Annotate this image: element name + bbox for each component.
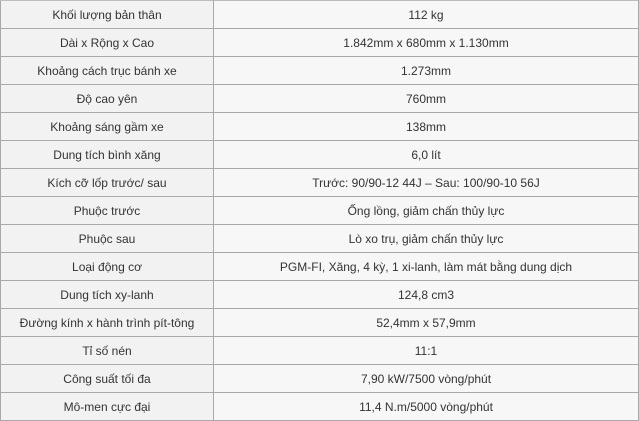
spec-label: Khoảng cách trục bánh xe xyxy=(1,57,214,85)
spec-value: 1.273mm xyxy=(214,57,639,85)
spec-value: 112 kg xyxy=(214,1,639,29)
table-row xyxy=(1,197,639,225)
spec-label: Kích cỡ lốp trước/ sau xyxy=(1,169,214,197)
table-row xyxy=(1,253,639,281)
table-row xyxy=(1,281,639,309)
table-row xyxy=(1,393,639,421)
spec-label: Khối lượng bản thân xyxy=(1,1,214,29)
spec-label: Mô-men cực đại xyxy=(1,393,214,421)
table-row xyxy=(1,141,639,169)
spec-value: Ống lồng, giảm chấn thủy lực xyxy=(214,197,639,225)
spec-value: 11,4 N.m/5000 vòng/phút xyxy=(214,393,639,421)
table-row xyxy=(1,337,639,365)
table-row xyxy=(1,85,639,113)
spec-value: 11:1 xyxy=(214,337,639,365)
table-row xyxy=(1,113,639,141)
spec-value: 52,4mm x 57,9mm xyxy=(214,309,639,337)
spec-value: 124,8 cm3 xyxy=(214,281,639,309)
spec-label: Khoảng sáng gầm xe xyxy=(1,113,214,141)
spec-value: Lò xo trụ, giảm chấn thủy lực xyxy=(214,225,639,253)
spec-label: Dài x Rộng x Cao xyxy=(1,29,214,57)
table-row xyxy=(1,57,639,85)
table-row xyxy=(1,365,639,393)
spec-value: 760mm xyxy=(214,85,639,113)
spec-value: 138mm xyxy=(214,113,639,141)
spec-value: 1.842mm x 680mm x 1.130mm xyxy=(214,29,639,57)
spec-value: 6,0 lít xyxy=(214,141,639,169)
spec-value: Trước: 90/90-12 44J – Sau: 100/90-10 56J xyxy=(214,169,639,197)
spec-label: Dung tích xy-lanh xyxy=(1,281,214,309)
spec-label: Đường kính x hành trình pít-tông xyxy=(1,309,214,337)
table-row xyxy=(1,169,639,197)
spec-label: Độ cao yên xyxy=(1,85,214,113)
table-row xyxy=(1,309,639,337)
spec-label: Loại động cơ xyxy=(1,253,214,281)
spec-label: Dung tích bình xăng xyxy=(1,141,214,169)
table-row xyxy=(1,1,639,29)
spec-label: Phuộc trước xyxy=(1,197,214,225)
table-row xyxy=(1,29,639,57)
spec-label: Phuộc sau xyxy=(1,225,214,253)
spec-value: 7,90 kW/7500 vòng/phút xyxy=(214,365,639,393)
spec-label: Tỉ số nén xyxy=(1,337,214,365)
spec-value: PGM-FI, Xăng, 4 kỳ, 1 xi-lanh, làm mát bằng dung dịch xyxy=(214,253,639,281)
spec-label: Công suất tối đa xyxy=(1,365,214,393)
table-row xyxy=(1,225,639,253)
